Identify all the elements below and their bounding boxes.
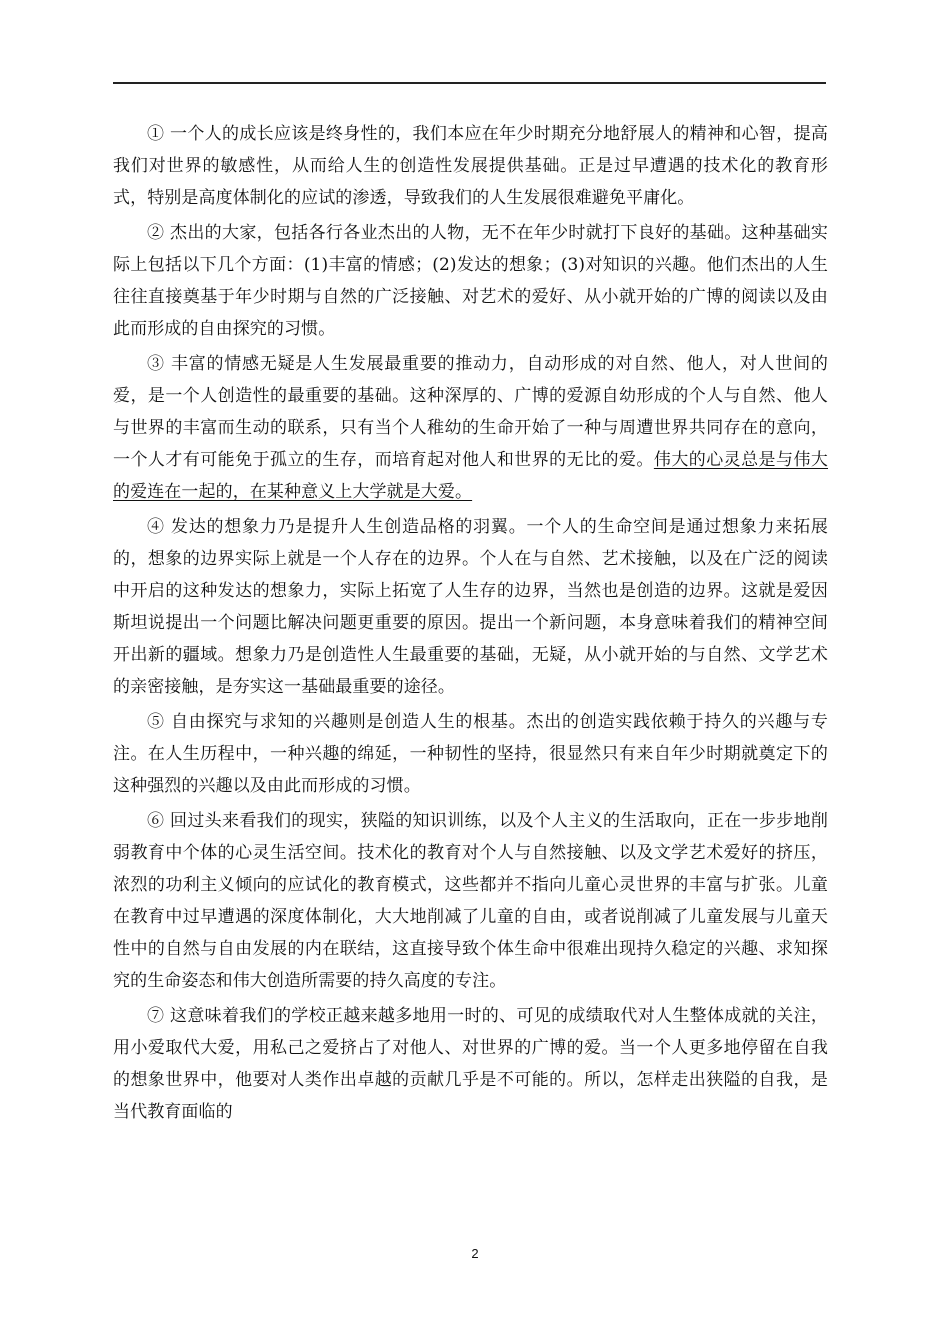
paragraph-4: ④ 发达的想象力乃是提升人生创造品格的羽翼。一个人的生命空间是通过想象力来拓展的，想象的边界实际上就是一个人存在的边界。个人在与自然、艺术接触，以及在广泛的阅读中开启的这种发达的想象力，实际上拓宽了人生存的边界，当然也是创造的边界。这就是爱因斯坦说提出一个问题比解决问题更重要的原因。提出一个新问题，本身意味着我们的精神空间开出新的疆域。想象力乃是创造性人生最重要的基础，无疑，从小就开始的与自然、文学艺术的亲密接触，是夯实这一基础最重要的途径。 [113,517,828,697]
paragraph-3 [113,348,828,508]
paragraph-1: ① 一个人的成长应该是终身性的，我们本应在年少时期充分地舒展人的精神和心智，提高我们对世界的敏感性，从而给人生的创造性发展提供基础。正是过早遭遇的技术化的教育形式，特别是高度体制化的应试的渗透，导致我们的人生发展很难避免平庸化。 [113,124,828,208]
paragraph-7: ⑦ 这意味着我们的学校正越来越多地用一时的、可见的成绩取代对人生整体成就的关注，用小爱取代大爱，用私己之爱挤占了对他人、对世界的广博的爱。当一个人更多地停留在自我的想象世界中，他要对人类作出卓越的贡献几乎是不可能的。所以，怎样走出狭隘的自我，是当代教育面临的 [113,1006,828,1122]
page-number: 2 [471,1246,479,1261]
paragraph-2: ② 杰出的大家，包括各行各业杰出的人物，无不在年少时就打下良好的基础。这种基础实际上包括以下几个方面：(1)丰富的情感；(2)发达的想象；(3)对知识的兴趣。他们杰出的人生往往直接奠基于年少时期与自然的广泛接触、对艺术的爱好、从小就开始的广博的阅读以及由此而形成的自由探究的习惯。 [113,223,828,339]
paragraph-5: ⑤ 自由探究与求知的兴趣则是创造人生的根基。杰出的创造实践依赖于持久的兴趣与专注。在人生历程中，一种兴趣的绵延，一种韧性的坚持，很显然只有来自年少时期就奠定下的这种强烈的兴趣以及由此而形成的习惯。 [113,712,828,796]
underlined-sentence: 伟大的心灵总是与伟大的爱连在一起的，在某种意义上大学就是大爱。 [113,450,829,502]
article-body [113,118,828,1131]
paragraph-6: ⑥ 回过头来看我们的现实，狭隘的知识训练，以及个人主义的生活取向，正在一步步地削弱教育中个体的心灵生活空间。技术化的教育对个人与自然接触、以及文学艺术爱好的挤压，浓烈的功利主义倾向的应试化的教育模式，这些都并不指向儿童心灵世界的丰富与扩张。儿童在教育中过早遭遇的深度体制化，大大地削减了儿童的自由，或者说削减了儿童发展与儿童天性中的自然与自由发展的内在联结，这直接导致个体生命中很难出现持久稳定的兴趣、求知探究的生命姿态和伟大创造所需要的持久高度的专注。 [113,811,828,991]
header-rule [113,82,826,84]
paragraph-3-text: ③ 丰富的情感无疑是人生发展最重要的推动力，自动形成的对自然、他人，对人世间的爱，是一个人创造性的最重要的基础。这种深厚的、广博的爱源自幼形成的个人与自然、他人与世界的丰富而生动的联系，只有当个人稚幼的生命开始了一种与周遭世界共同存在的意向，一个人才有可能免于孤立的生存，而培育起对他人和世界的无比的爱。 [113,354,828,470]
